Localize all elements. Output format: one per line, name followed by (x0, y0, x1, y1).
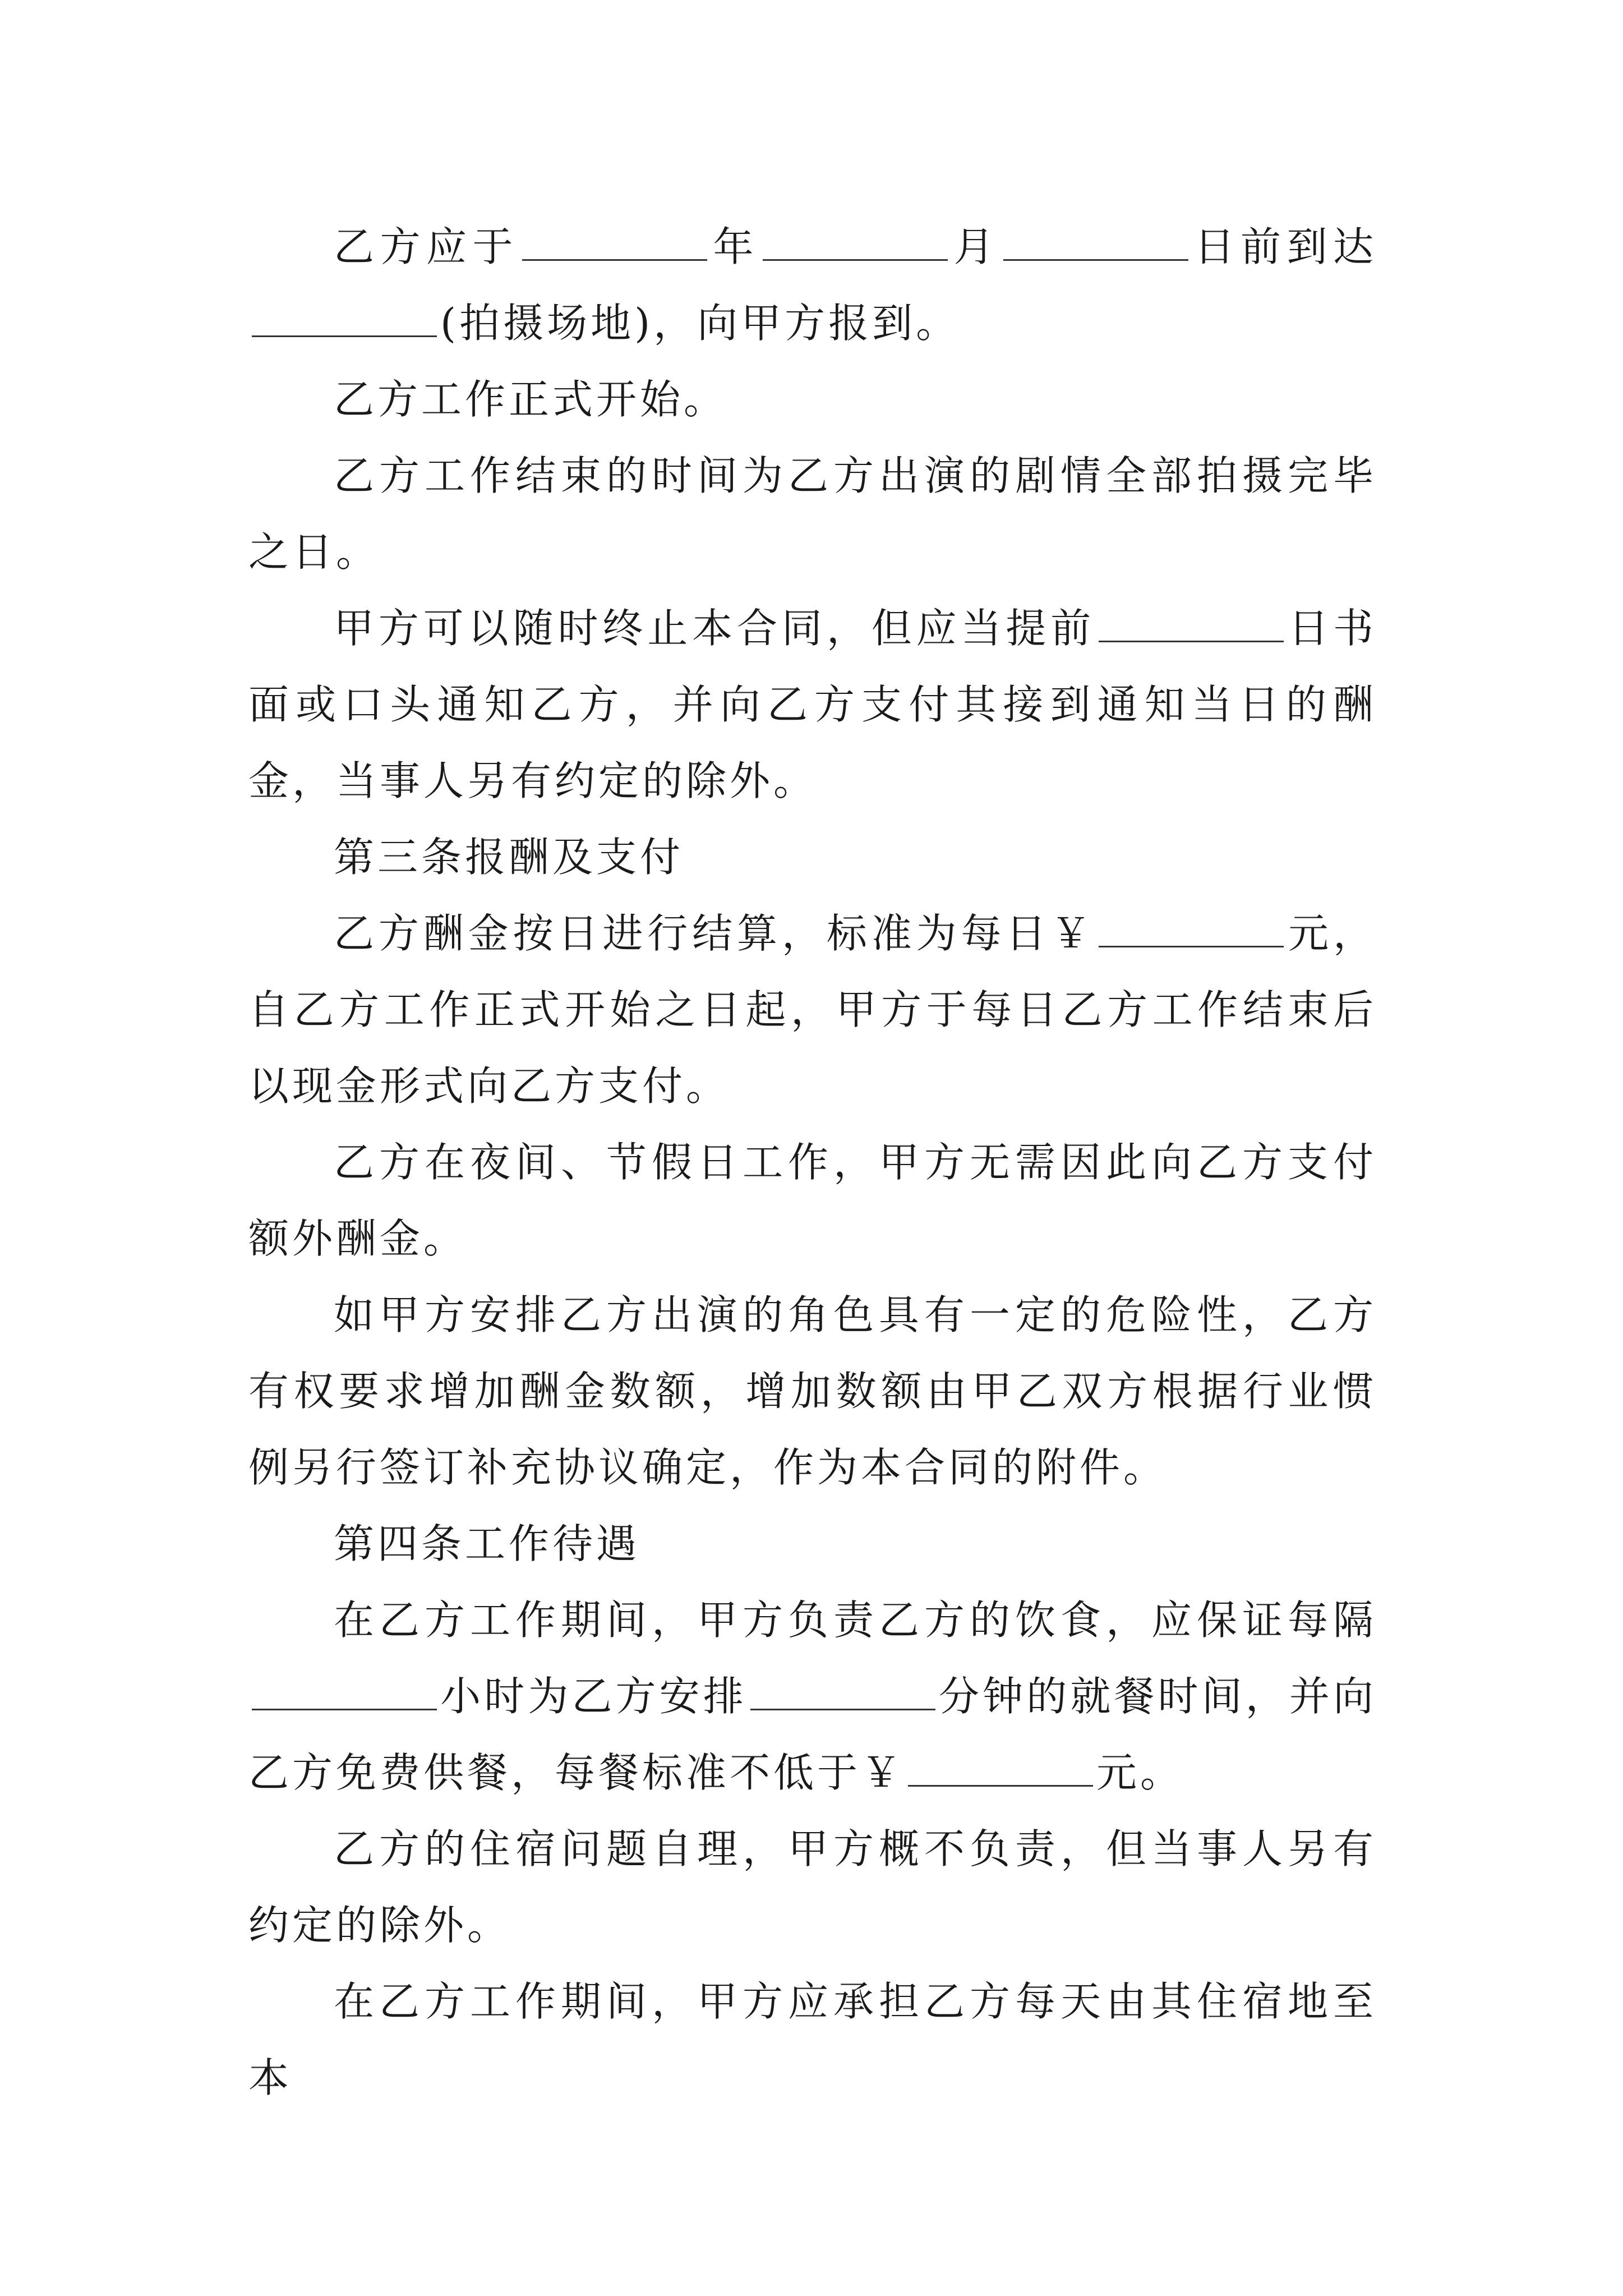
blank-location[interactable] (252, 302, 437, 337)
text-segment: 小时为乙方安排 (440, 1673, 747, 1720)
text-segment: 元，自乙方工作正式开始之日起，甲方于每日乙方工作结束后以现金形式向乙方支付。 (248, 910, 1377, 1110)
paragraph-work-start (248, 361, 1377, 438)
text-segment: 乙方工作结束的时间为乙方出演的剧情全部拍摄完毕之日。 (248, 452, 1377, 576)
blank-meal-interval-hours[interactable] (252, 1675, 437, 1710)
text-segment: 乙方工作正式开始。 (334, 376, 728, 423)
paragraph-daily-pay (248, 895, 1377, 1124)
paragraph-work-end (248, 438, 1377, 590)
text-segment: 日前到达 (1191, 223, 1377, 270)
paragraph-overtime (248, 1124, 1377, 1277)
text-segment: 在乙方工作期间，甲方负责乙方的饮食，应保证每隔 (334, 1596, 1377, 1644)
section-heading-article-3 (248, 819, 1377, 895)
text-segment: 第三条报酬及支付 (334, 834, 684, 881)
blank-month[interactable] (763, 226, 948, 261)
text-segment: 乙方酬金按日进行结算，标准为每日￥ (334, 910, 1096, 957)
paragraph-meals (248, 1582, 1377, 1811)
paragraph-termination (248, 590, 1377, 819)
blank-daily-amount[interactable] (1099, 912, 1284, 947)
text-segment: 元。 (1096, 1749, 1184, 1796)
text-segment: 日书面或口头通知乙方，并向乙方支付其接到通知当日的酬金，当事人另有约定的除外。 (248, 605, 1377, 804)
section-heading-article-4 (248, 1506, 1377, 1582)
paragraph-transport (248, 1963, 1377, 2116)
text-segment: 乙方应于 (334, 223, 519, 270)
text-segment: 分钟的就餐时间，并向乙方免费供餐，每餐标准不低于￥ (248, 1673, 1377, 1796)
blank-year[interactable] (522, 226, 707, 261)
paragraph-danger-pay (248, 1277, 1377, 1506)
text-segment: 乙方在夜间、节假日工作，甲方无需因此向乙方支付额外酬金。 (248, 1139, 1377, 1262)
blank-meal-minutes[interactable] (750, 1675, 935, 1710)
contract-body (248, 209, 1377, 2116)
blank-day[interactable] (1003, 226, 1188, 261)
text-segment: (拍摄场地)，向甲方报到。 (440, 300, 960, 347)
text-segment: 甲方可以随时终止本合同，但应当提前 (334, 605, 1096, 652)
text-segment: 在乙方工作期间，甲方应承担乙方每天由其住宿地至本 (248, 1978, 1377, 2101)
text-segment: 第四条工作待遇 (334, 1520, 640, 1567)
text-segment: 乙方的住宿问题自理，甲方概不负责，但当事人另有约定的除外。 (248, 1825, 1377, 1949)
text-segment: 年 (710, 223, 759, 270)
text-segment: 如甲方安排乙方出演的角色具有一定的危险性，乙方有权要求增加酬金数额，增加数额由甲乙双方根据行业惯例另行签订补充协议确定，作为本合同的附件。 (248, 1291, 1377, 1491)
blank-meal-amount[interactable] (908, 1751, 1093, 1787)
text-segment: 月 (951, 223, 1000, 270)
blank-notice-days[interactable] (1099, 607, 1284, 642)
paragraph-lodging (248, 1811, 1377, 1963)
paragraph-report-date (248, 209, 1377, 361)
